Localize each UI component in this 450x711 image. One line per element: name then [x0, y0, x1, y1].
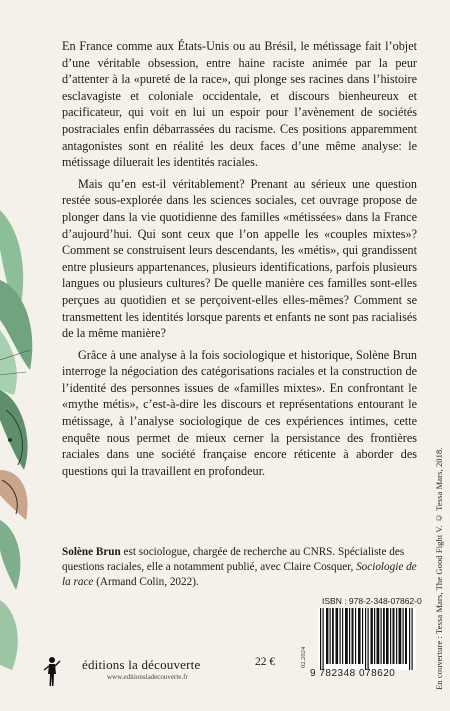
- publisher-logo-icon: [43, 656, 61, 688]
- paragraph-3: Grâce à une analyse à la fois sociologique et historique, Solène Brun interroge la négociation des catégorisations raciales et la construction de l’identité des personnes issues de «familles mixtes». En confrontant le «mythe métis», c’est-à-dire les discours et représentations entourant le métissage, à l’analyse sociologique de ces expériences intimes, cette enquête nous permet de mieux cerner la persistance des frontières raciales dans une société française encore réticente à aborder des questions qui la travaillent en profondeur.: [62, 347, 417, 478]
- back-cover-text: [62, 38, 417, 484]
- author-bio-text: [62, 545, 417, 591]
- publisher-url[interactable]: www.editionsladecouverte.fr: [107, 673, 188, 681]
- price: 22 €: [255, 656, 276, 668]
- publisher-name: éditions la découverte: [82, 657, 201, 672]
- issn-code: 02.2024: [300, 646, 307, 668]
- author-bio: [62, 545, 417, 591]
- barcode-icon: [318, 608, 416, 670]
- author-bio-tail: (Armand Colin, 2022).: [93, 576, 199, 589]
- paragraph-2: Mais qu’en est-il véritablement? Prenant au sérieux une question restée sous-explorée dans les sciences sociales, cet ouvrage propose de plonger dans la vie quotidienne des familles «métissées» dans la France d’aujourd’hui. Qui sont ceux que l’on appelle les «couples mixtes»? Comment se construisent leurs descendants, les «métis», qui grandissent entre plusieurs appartenances, plusieurs identifications, parfois plusieurs langues ou plusieurs cultures? De quelle manière ces familles sont-elles perçues au quotidien et se perçoivent-elles elles-mêmes? Comment se transmettent les identités lorsque parents et enfants ne sont pas racialisés de la même manière?: [62, 176, 417, 341]
- barcode-digits: 9 782348 078620: [310, 668, 396, 679]
- paragraph-1: En France comme aux États-Unis ou au Brésil, le métissage fait l’objet d’une véritable obsession, entre haine raciste animée par la peur d’attenter à la «pureté de la race», qui plonge ses racines dans l’histoire esclavagiste et coloniale occidentale, et discours bienheureux et pacificateur, qui voit en lui un espoir pour l’avènement de sociétés postraciales enfin débarrassées du racisme. Ces positions apparemment antagonistes sont en réalité les deux faces d’une même analyse: le métissage diluerait les identités raciales.: [62, 39, 417, 170]
- barcode-image: [318, 608, 416, 670]
- author-book-title: Sociologie de la race: [62, 561, 417, 589]
- author-name: Solène Brun: [62, 546, 121, 558]
- author-bio-body: est sociologue, chargée de recherche au CNRS. Spécialiste des questions raciales, elle a notamment publié, avec Claire Cosquer,: [62, 546, 405, 574]
- cover-credit: En couverture : Tessa Mars, The Good Fight V. © Tessa Mars, 2018.: [434, 447, 444, 690]
- cover-art-strip: [0, 0, 38, 711]
- isbn-label: ISBN : 978-2-348-07862-0: [322, 596, 422, 606]
- leaf-illustration: [0, 0, 38, 711]
